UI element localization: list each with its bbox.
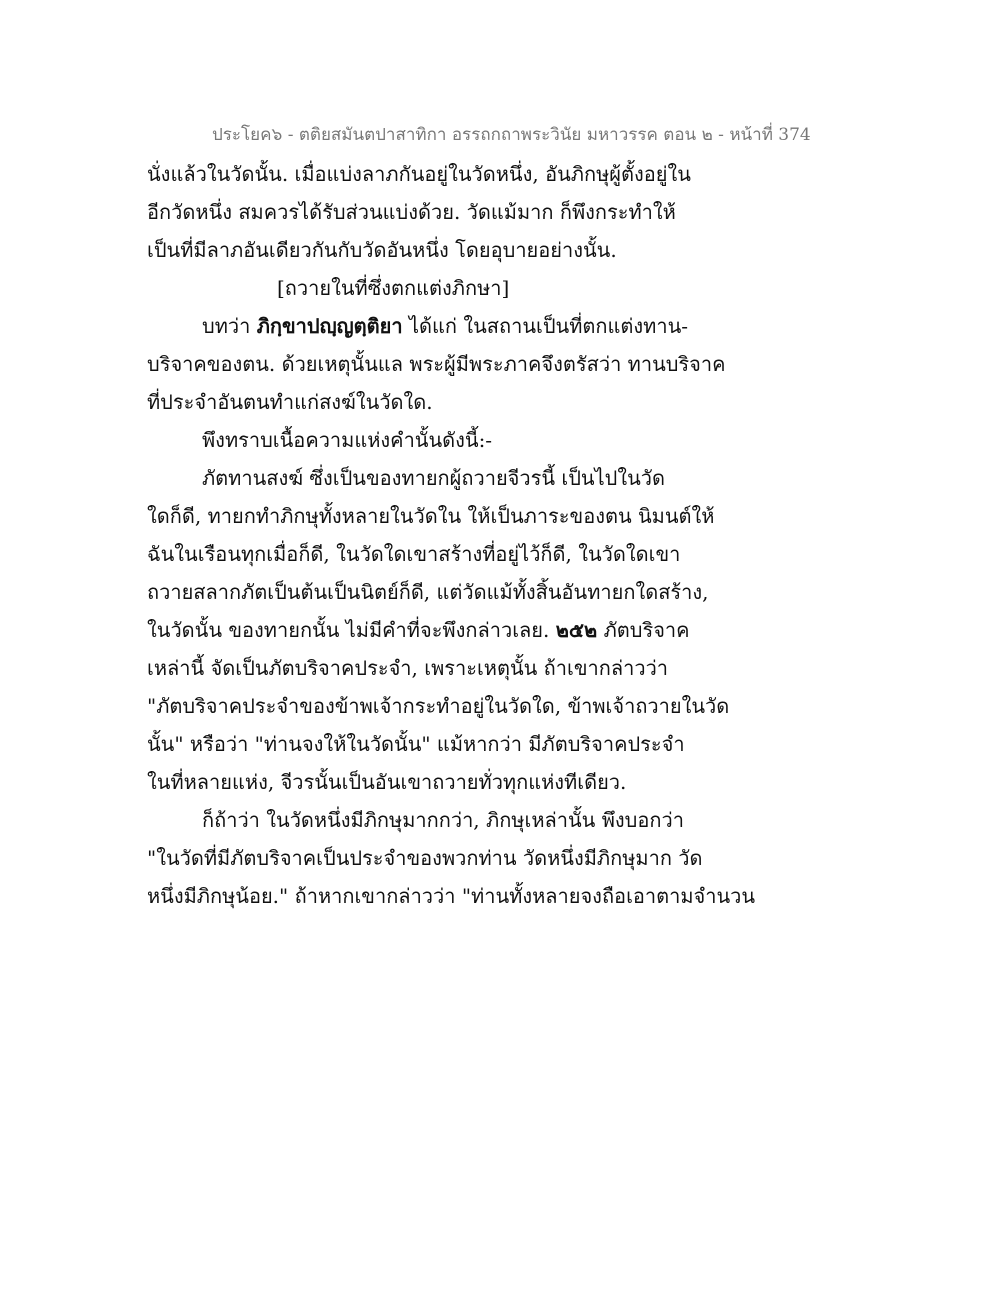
text-line: "ภัตบริจาคประจำของข้าพเจ้ากระทำอยู่ในวัดใด, ข้าพเจ้าถวายในวัด (147, 694, 730, 718)
page-reference-number: ๒๕๒ (555, 618, 598, 642)
text-line: อีกวัดหนึ่ง สมควรได้รับส่วนแบ่งด้วย. วัดแม้มาก ก็พึงกระทำให้ (147, 200, 676, 224)
text-line (147, 611, 847, 649)
text-line (147, 307, 847, 345)
pali-term: ภิกฺขาปญฺญตฺติยา (256, 314, 403, 338)
text-run: ได้แก่ ในสถานเป็นที่ตกแต่งทาน- (402, 314, 688, 338)
text-line: ก็ถ้าว่า ในวัดหนึ่งมีภิกษุมากกว่า, ภิกษุเหล่านั้น พึงบอกว่า (202, 808, 684, 832)
text-run: ภัตบริจาค (597, 618, 690, 642)
text-line: ใดก็ดี, ทายกทำภิกษุทั้งหลายในวัดใน ให้เป็นภาระของตน นิมนต์ให้ (147, 504, 715, 528)
text-line: หนึ่งมีภิกษุน้อย." ถ้าหากเขากล่าวว่า "ท่านทั้งหลายจงถือเอาตามจำนวน (147, 884, 756, 908)
text-line: ที่ประจำอันตนทำแก่สงฆ์ในวัดใด. (147, 390, 433, 414)
text-run: ในวัดนั้น ของทายกนั้น ไม่มีคำที่จะพึงกล่าวเลย. (147, 618, 556, 642)
section-heading: [ถวายในที่ซึ่งตกแต่งภิกษา] (277, 276, 510, 300)
text-run: บทว่า (202, 314, 257, 338)
body-text (147, 155, 847, 915)
text-line: ถวายสลากภัตเป็นต้นเป็นนิตย์ก็ดี, แต่วัดแม้ทั้งสิ้นอันทายกใดสร้าง, (147, 580, 709, 604)
text-line: นั้น" หรือว่า "ท่านจงให้ในวัดนั้น" แม้หากว่า มีภัตบริจาคประจำ (147, 732, 685, 756)
text-line: บริจาคของตน. ด้วยเหตุนั้นแล พระผู้มีพระภาคจึงตรัสว่า ทานบริจาค (147, 352, 726, 376)
text-line: นั่งแล้วในวัดนั้น. เมื่อแบ่งลาภกันอยู่ในวัดหนึ่ง, อันภิกษุผู้ตั้งอยู่ใน (147, 162, 691, 186)
text-line: "ในวัดที่มีภัตบริจาคเป็นประจำของพวกท่าน วัดหนึ่งมีภิกษุมาก วัด (147, 846, 703, 870)
text-line: ฉันในเรือนทุกเมื่อก็ดี, ในวัดใดเขาสร้างที่อยู่ไว้ก็ดี, ในวัดใดเขา (147, 542, 681, 566)
text-line: พึงทราบเนื้อความแห่งคำนั้นดังนี้:- (202, 428, 493, 452)
text-line: เหล่านี้ จัดเป็นภัตบริจาคประจำ, เพราะเหตุนั้น ถ้าเขากล่าวว่า (147, 656, 669, 680)
text-line: ในที่หลายแห่ง, จีวรนั้นเป็นอันเขาถวายทั่วทุกแห่งทีเดียว. (147, 770, 627, 794)
text-line: ภัตทานสงฆ์ ซึ่งเป็นของทายกผู้ถวายจีวรนี้ เป็นไปในวัด (202, 466, 666, 490)
running-header: ประโยค๖ - ตติยสมันตปาสาทิกา อรรถกถาพระวินัย มหาวรรค ตอน ๒ - หน้าที่ 374 (212, 125, 811, 145)
text-line: เป็นที่มีลาภอันเดียวกันกับวัดอันหนึ่ง โดยอุบายอย่างนั้น. (147, 238, 617, 262)
